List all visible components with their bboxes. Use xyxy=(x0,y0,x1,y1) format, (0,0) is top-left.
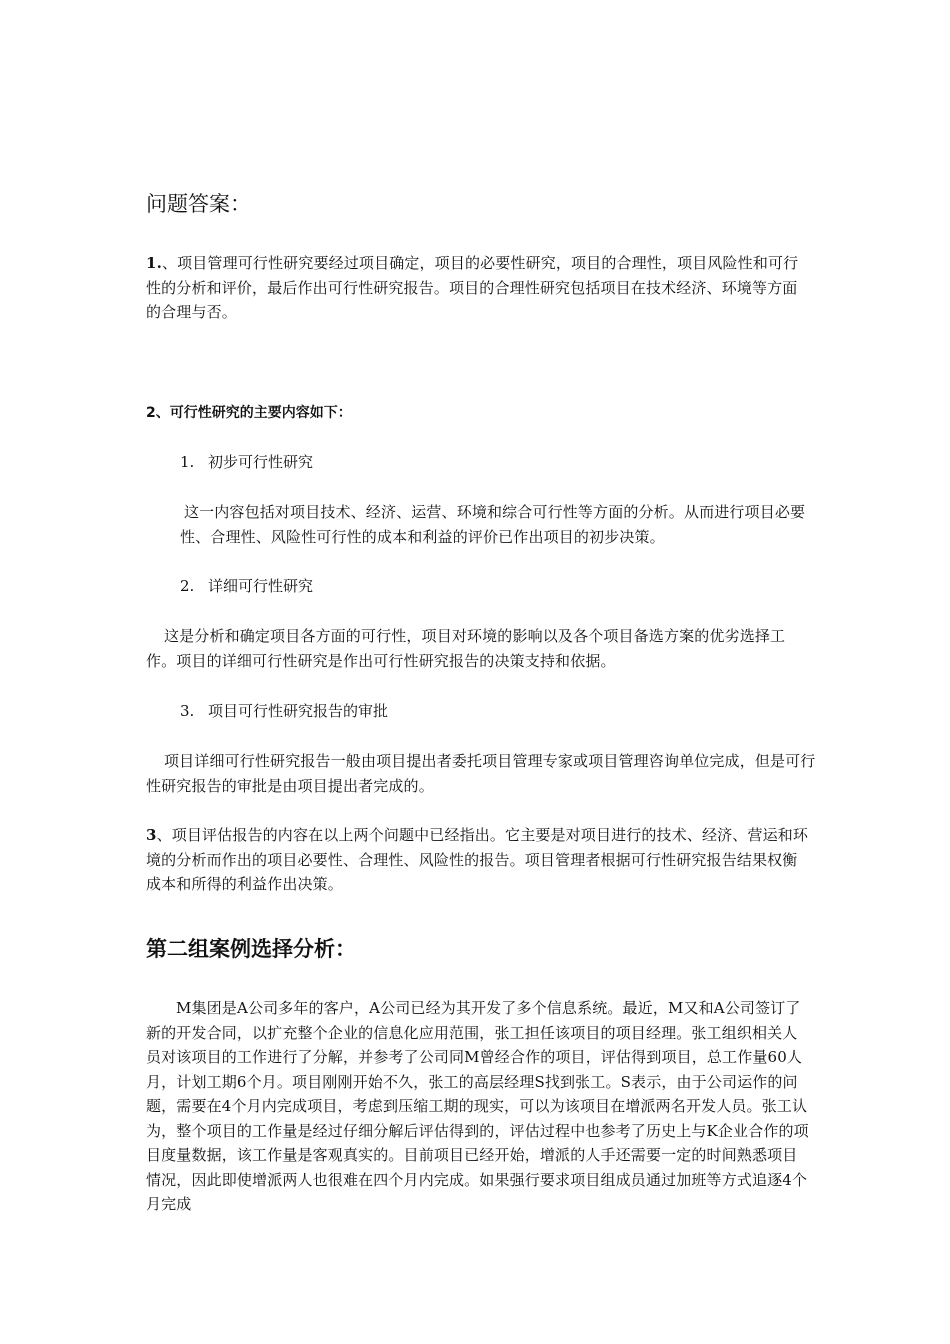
heading-answers: 问题答案： xyxy=(146,192,251,216)
item-2-heading xyxy=(180,575,313,597)
item-1-label: 初步可行性研究 xyxy=(208,453,314,471)
item-2-description: 这是分析和确定项目各方面的可行性，项目对环境的影响以及各个项目备选方案的优劣选择工作。项目的详细可行性研究是作出可行性研究报告的决策支持和依据。 xyxy=(146,627,786,670)
answer-2-title: 2、可行性研究的主要内容如下： xyxy=(146,405,352,421)
item-3-description: 项目详细可行性研究报告一般由项目提出者委托项目管理专家或项目管理咨询单位完成，但是可行性研究报告的审批是由项目提出者完成的。 xyxy=(146,752,816,795)
item-3-number: 3. xyxy=(180,702,195,720)
heading-case-analysis: 第二组案例选择分析： xyxy=(146,937,356,961)
item-2-number: 2. xyxy=(180,577,195,595)
item-1-number: 1. xyxy=(180,453,195,471)
answer-1-number: 1. xyxy=(146,254,162,272)
answer-1-text: 、项目管理可行性研究要经过项目确定，项目的必要性研究，项目的合理性，项目风险性和可行性的分析和评价，最后作出可行性研究报告。项目的合理性研究包括项目在技术经济、环境等方面的合理与否。 xyxy=(146,254,799,321)
answer-3-paragraph xyxy=(146,823,810,897)
case-paragraph: M集团是A公司多年的客户，A公司已经为其开发了多个信息系统。最近，M又和A公司签订了新的开发合同，以扩充整个企业的信息化应用范围，张工担任该项目的项目经理。张工组织相关人员对该项目的工作进行了分解，并参考了公司同M曾经合作的项目，评估得到项目，总工作量60人月，计划工期6个月。项目刚刚开始不久，张工的高层经理S找到张工。S表示，由于公司运作的问题，需要在4个月内完成项目，考虑到压缩工期的现实，可以为该项目在增派两名开发人员。张工认为，整个项目的工作量是经过仔细分解后评估得到的，评估过程中也参考了历史上与K企业合作的项目度量数据，该工作量是客观真实的。目前项目已经开始，增派的人手还需要一定的时间熟悉项目情况，因此即使增派两人也很难在四个月内完成。如果强行要求项目组成员通过加班等方式追逐4个月完成 xyxy=(146,999,809,1213)
answer-3-text: 、项目评估报告的内容在以上两个问题中已经指出。它主要是对项目进行的技术、经济、营运和环境的分析而作出的项目必要性、合理性、风险性的报告。项目管理者根据可行性研究报告结果权衡成本和所得的利益作出决策。 xyxy=(146,826,809,893)
item-3-label: 项目可行性研究报告的审批 xyxy=(208,702,389,720)
item-1-heading xyxy=(180,451,313,473)
item-3-heading xyxy=(180,700,388,722)
answer-1-paragraph xyxy=(146,251,810,325)
answer-3-number: 3 xyxy=(146,826,157,844)
item-1-description: 这一内容包括对项目技术、经济、运营、环境和综合可行性等方面的分析。从而进行项目必要性、合理性、风险性可行性的成本和利益的评价已作出项目的初步决策。 xyxy=(180,503,806,546)
item-2-label: 详细可行性研究 xyxy=(208,577,314,595)
